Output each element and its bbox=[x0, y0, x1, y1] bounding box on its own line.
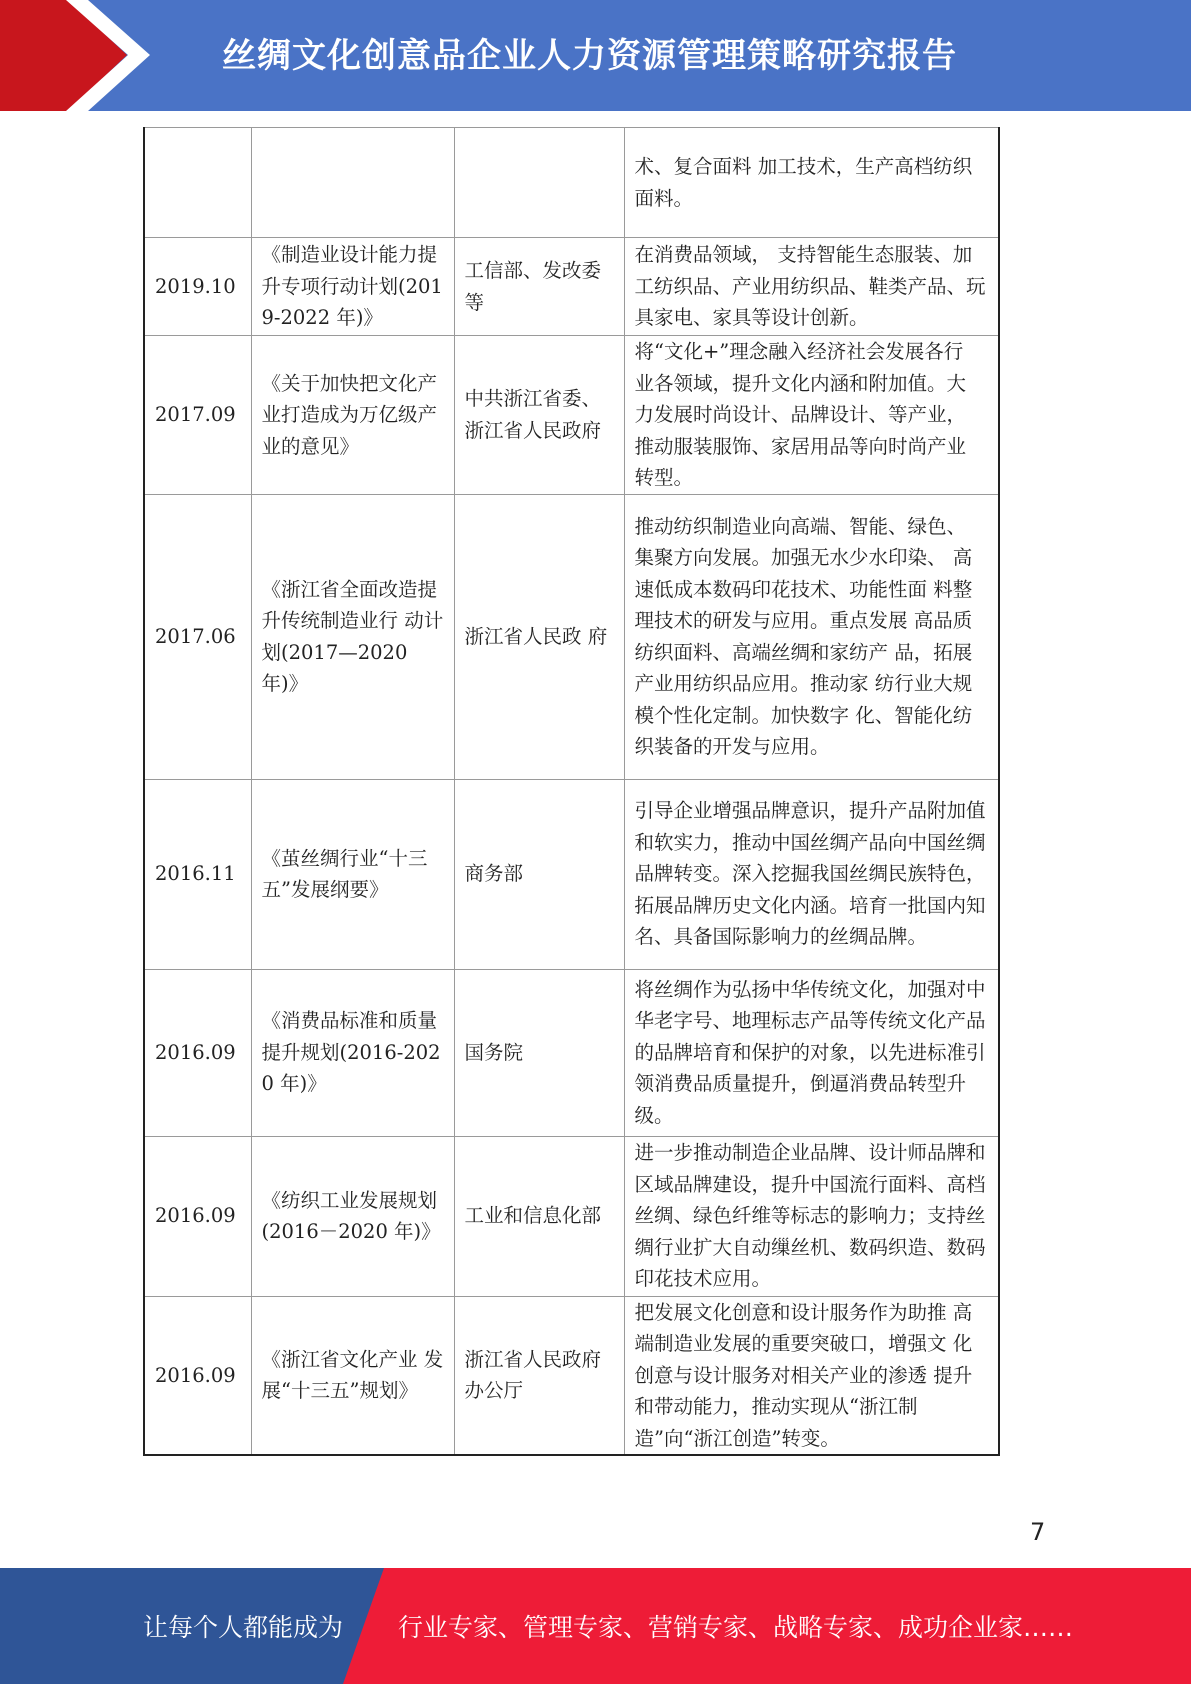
cell-issuer: 浙江省人民政 府 bbox=[454, 494, 624, 779]
cell-content: 进一步推动制造企业品牌、设计师品牌和区域品牌建设，提升中国流行面料、高档丝绸、绿色纤维等标志的影响力；支持丝绸行业扩大自动缫丝机、数码织造、数码印花技术应用。 bbox=[624, 1136, 999, 1296]
cell-issuer: 工信部、发改委等 bbox=[454, 238, 624, 336]
policy-table-container bbox=[143, 127, 998, 1456]
cell-issuer: 国务院 bbox=[454, 969, 624, 1136]
table-row bbox=[144, 494, 999, 779]
cell-content: 引导企业增强品牌意识，提升产品附加值和软实力，推动中国丝绸产品向中国丝绸品牌转变。深入挖掘我国丝绸民族特色，拓展品牌历史文化内涵。培育一批国内知名、具备国际影响力的丝绸品牌。 bbox=[624, 779, 999, 969]
header-banner bbox=[0, 0, 1191, 111]
table-row bbox=[144, 336, 999, 495]
table-row bbox=[144, 1296, 999, 1455]
footer-banner bbox=[0, 1568, 1191, 1684]
cell-issuer: 工业和信息化部 bbox=[454, 1136, 624, 1296]
table-row bbox=[144, 779, 999, 969]
table-row bbox=[144, 128, 999, 238]
cell-date bbox=[144, 128, 251, 238]
cell-content: 推动纺织制造业向高端、智能、绿色、 集聚方向发展。加强无水少水印染、 高速低成本数码印花技术、功能性面 料整理技术的研发与应用。重点发展 高品质纺织面料、高端丝绸和家纺产 品，拓展产业用纺织品应用。推动家 纺行业大规模个性化定制。加快数字 化、智能化纺织装备的开发与应用。 bbox=[624, 494, 999, 779]
cell-date: 2017.09 bbox=[144, 336, 251, 495]
cell-date: 2017.06 bbox=[144, 494, 251, 779]
cell-date: 2016.09 bbox=[144, 1136, 251, 1296]
cell-content: 术、复合面料 加工技术，生产高档纺织面料。 bbox=[624, 128, 999, 238]
footer-slogan-right: 行业专家、管理专家、营销专家、战略专家、成功企业家…… bbox=[398, 1613, 1074, 1642]
cell-policy-title: 《浙江省文化产业 发展“十三五”规划》 bbox=[251, 1296, 454, 1455]
cell-date: 2016.11 bbox=[144, 779, 251, 969]
cell-policy-title: 《茧丝绸行业“十三五”发展纲要》 bbox=[251, 779, 454, 969]
policy-table bbox=[143, 127, 1000, 1456]
page-number: 7 bbox=[1030, 1518, 1046, 1546]
cell-issuer bbox=[454, 128, 624, 238]
footer-slogan-left: 让每个人都能成为 bbox=[143, 1613, 344, 1642]
cell-content: 将丝绸作为弘扬中华传统文化，加强对中华老字号、地理标志产品等传统文化产品的品牌培育和保护的对象，以先进标准引领消费品质量提升，倒逼消费品转型升级。 bbox=[624, 969, 999, 1136]
page-title: 丝绸文化创意品企业人力资源管理策略研究报告 bbox=[222, 36, 957, 76]
table-row bbox=[144, 1136, 999, 1296]
cell-policy-title bbox=[251, 128, 454, 238]
table-row bbox=[144, 238, 999, 336]
cell-content: 将“文化+”理念融入经济社会发展各行 业各领域，提升文化内涵和附加值。大 力发展时尚设计、品牌设计、等产业， 推动服装服饰、家居用品等向时尚产业 转型。 bbox=[624, 336, 999, 495]
cell-date: 2016.09 bbox=[144, 1296, 251, 1455]
cell-date: 2016.09 bbox=[144, 969, 251, 1136]
cell-content: 在消费品领域， 支持智能生态服装、加工纺织品、产业用纺织品、鞋类产品、玩具家电、家具等设计创新。 bbox=[624, 238, 999, 336]
cell-policy-title: 《浙江省全面改造提升传统制造业行 动计划(2017—2020 年)》 bbox=[251, 494, 454, 779]
cell-policy-title: 《纺织工业发展规划(2016－2020 年)》 bbox=[251, 1136, 454, 1296]
cell-date: 2019.10 bbox=[144, 238, 251, 336]
cell-issuer: 中共浙江省委、浙江省人民政府 bbox=[454, 336, 624, 495]
cell-policy-title: 《制造业设计能力提升专项行动计划(2019-2022 年)》 bbox=[251, 238, 454, 336]
table-row bbox=[144, 969, 999, 1136]
cell-policy-title: 《消费品标准和质量提升规划(2016-2020 年)》 bbox=[251, 969, 454, 1136]
cell-issuer: 商务部 bbox=[454, 779, 624, 969]
cell-content: 把发展文化创意和设计服务作为助推 高端制造业发展的重要突破口，增强文 化创意与设计服务对相关产业的渗透 提升和带动能力，推动实现从“浙江制 造”向“浙江创造”转变。 bbox=[624, 1296, 999, 1455]
cell-policy-title: 《关于加快把文化产业打造成为万亿级产业的意见》 bbox=[251, 336, 454, 495]
cell-issuer: 浙江省人民政府 办公厅 bbox=[454, 1296, 624, 1455]
header-red-arrow bbox=[0, 0, 130, 111]
